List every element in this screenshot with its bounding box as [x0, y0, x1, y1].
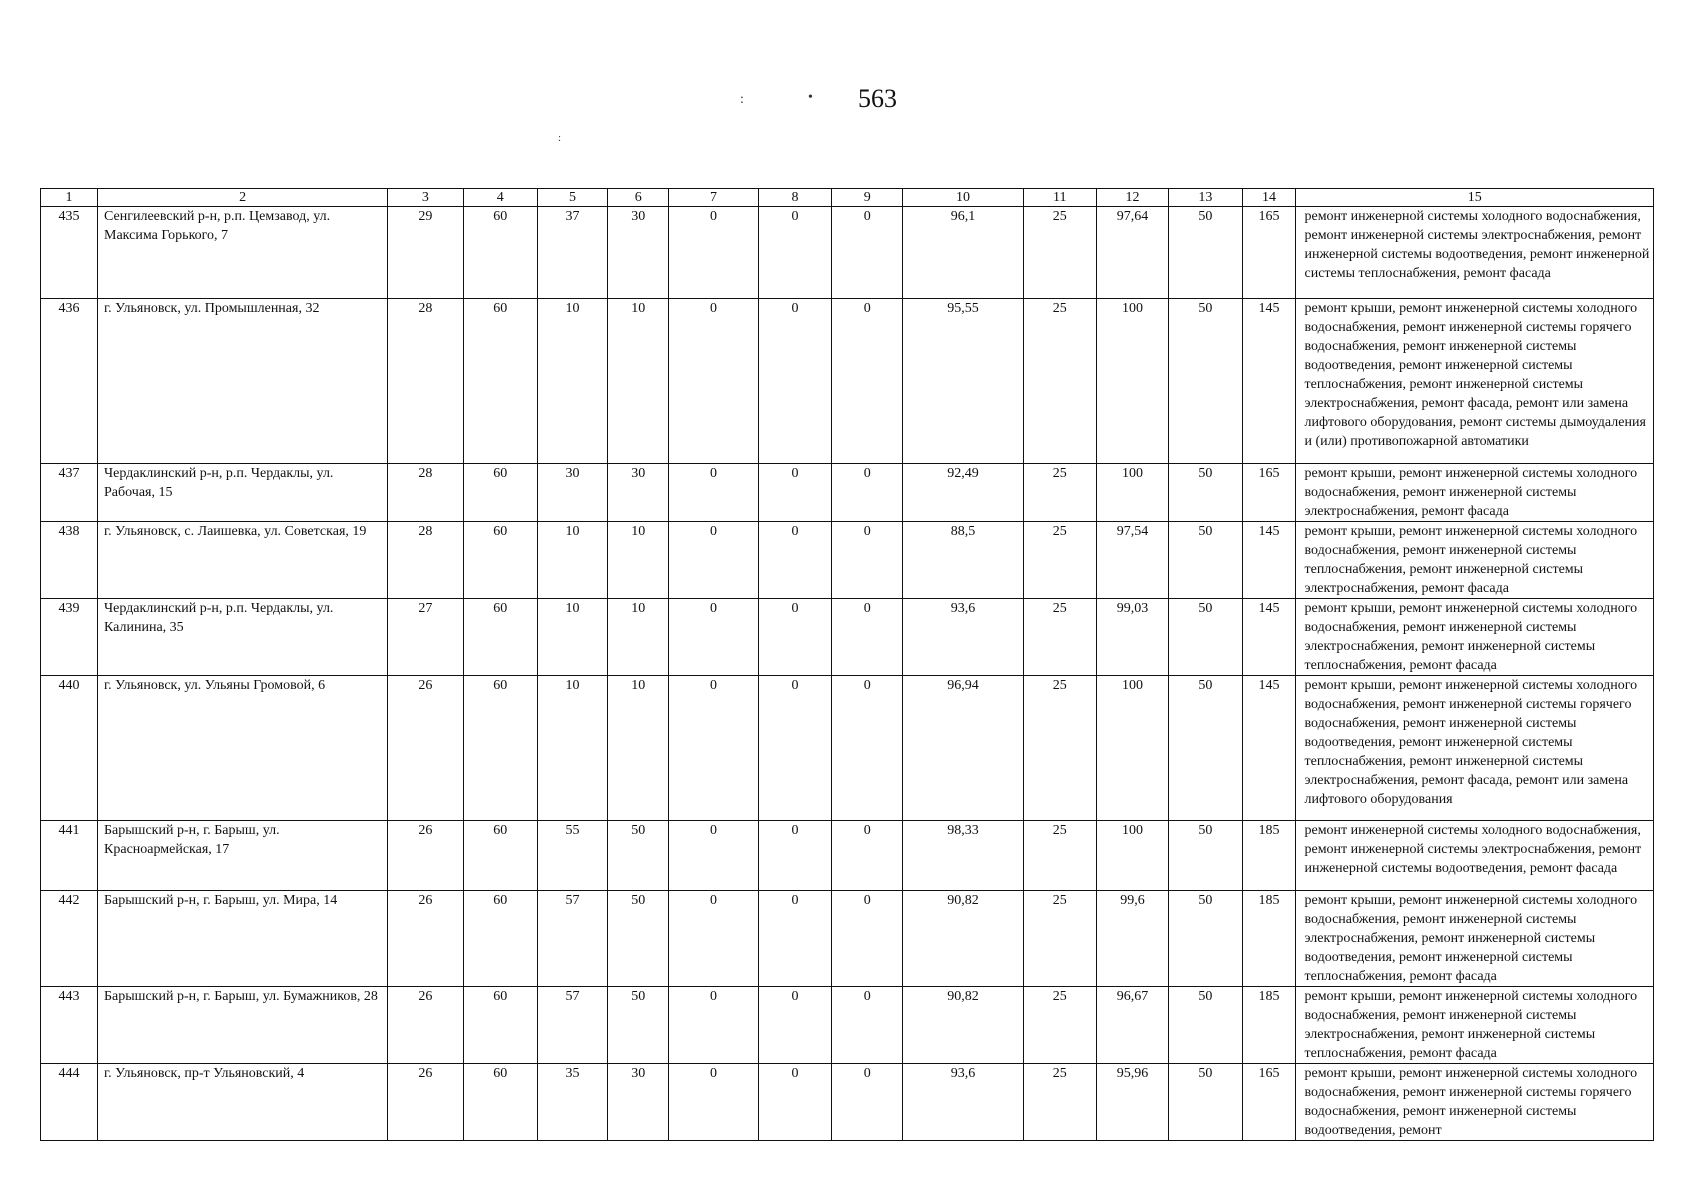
table-cell: 60 [463, 522, 537, 599]
table-cell: 95,55 [903, 299, 1023, 464]
works-cell: ремонт крыши, ремонт инженерной системы холодного водоснабжения, ремонт инженерной системы электроснабжения, ремонт инженерной системы водоотведения, ремонт инженерной системы теплоснабжения, ремонт фасада [1296, 891, 1654, 987]
table-cell: 25 [1023, 821, 1096, 891]
table-cell: 50 [1169, 891, 1242, 987]
table-cell: 0 [832, 207, 903, 299]
row-number: 439 [41, 599, 98, 676]
table-cell: 0 [758, 464, 831, 522]
table-cell: 25 [1023, 207, 1096, 299]
table-row [41, 522, 1654, 599]
table-row [41, 1064, 1654, 1141]
table-cell: 0 [832, 987, 903, 1064]
table-cell: 0 [669, 987, 759, 1064]
table-cell: 60 [463, 464, 537, 522]
table-cell: 90,82 [903, 987, 1023, 1064]
table-cell: 26 [388, 821, 463, 891]
table-cell: 50 [608, 891, 669, 987]
table-cell: 10 [537, 599, 607, 676]
table-cell: 30 [608, 464, 669, 522]
table-cell: 0 [669, 676, 759, 821]
table-cell: 185 [1242, 987, 1296, 1064]
table-cell: 60 [463, 207, 537, 299]
table-cell: 28 [388, 464, 463, 522]
column-header: 5 [537, 189, 607, 207]
table-cell: 96,67 [1096, 987, 1168, 1064]
table-cell: 57 [537, 987, 607, 1064]
table-cell: 60 [463, 821, 537, 891]
column-header: 6 [608, 189, 669, 207]
table-cell: 100 [1096, 299, 1168, 464]
table-cell: 50 [608, 821, 669, 891]
table-cell: 0 [832, 299, 903, 464]
table-cell: 0 [758, 891, 831, 987]
table-cell: 50 [1169, 299, 1242, 464]
row-number: 435 [41, 207, 98, 299]
address-cell: Барышский р-н, г. Барыш, ул. Бумажников, 28 [98, 987, 388, 1064]
page-number: 563 [858, 84, 897, 113]
table-cell: 10 [608, 522, 669, 599]
table-cell: 95,96 [1096, 1064, 1168, 1141]
table-cell: 145 [1242, 299, 1296, 464]
works-cell: ремонт крыши, ремонт инженерной системы холодного водоснабжения, ремонт инженерной системы горячего водоснабжения, ремонт инженерной системы водоотведения, ремонт [1296, 1064, 1654, 1141]
table-cell: 25 [1023, 1064, 1096, 1141]
table-cell: 29 [388, 207, 463, 299]
table-cell: 165 [1242, 464, 1296, 522]
table-cell: 90,82 [903, 891, 1023, 987]
table-cell: 0 [669, 522, 759, 599]
table-cell: 0 [758, 1064, 831, 1141]
table-cell: 10 [608, 676, 669, 821]
table-row [41, 891, 1654, 987]
table-cell: 25 [1023, 464, 1096, 522]
table-cell: 98,33 [903, 821, 1023, 891]
works-cell: ремонт крыши, ремонт инженерной системы холодного водоснабжения, ремонт инженерной системы электроснабжения, ремонт инженерной системы теплоснабжения, ремонт фасада [1296, 599, 1654, 676]
table-cell: 30 [608, 1064, 669, 1141]
column-header: 3 [388, 189, 463, 207]
row-number: 438 [41, 522, 98, 599]
table-cell: 0 [832, 891, 903, 987]
table-row [41, 676, 1654, 821]
table-cell: 26 [388, 676, 463, 821]
table-cell: 0 [669, 599, 759, 676]
column-header: 8 [758, 189, 831, 207]
table-cell: 93,6 [903, 1064, 1023, 1141]
works-cell: ремонт крыши, ремонт инженерной системы холодного водоснабжения, ремонт инженерной системы электроснабжения, ремонт инженерной системы теплоснабжения, ремонт фасада [1296, 987, 1654, 1064]
table-cell: 185 [1242, 891, 1296, 987]
table-cell: 93,6 [903, 599, 1023, 676]
address-cell: г. Ульяновск, ул. Промышленная, 32 [98, 299, 388, 464]
column-header: 11 [1023, 189, 1096, 207]
table-row [41, 464, 1654, 522]
table-cell: 0 [832, 599, 903, 676]
works-cell: ремонт крыши, ремонт инженерной системы холодного водоснабжения, ремонт инженерной системы теплоснабжения, ремонт инженерной системы электроснабжения, ремонт фасада [1296, 522, 1654, 599]
table-cell: 50 [608, 987, 669, 1064]
table-cell: 0 [669, 207, 759, 299]
table-cell: 145 [1242, 599, 1296, 676]
table-cell: 0 [758, 599, 831, 676]
table-cell: 27 [388, 599, 463, 676]
column-header: 4 [463, 189, 537, 207]
table-cell: 60 [463, 987, 537, 1064]
table-cell: 0 [832, 464, 903, 522]
table-cell: 30 [537, 464, 607, 522]
table-cell: 100 [1096, 821, 1168, 891]
column-header: 13 [1169, 189, 1242, 207]
table-cell: 28 [388, 299, 463, 464]
table-cell: 26 [388, 987, 463, 1064]
table-cell: 0 [832, 676, 903, 821]
table-cell: 96,94 [903, 676, 1023, 821]
table-cell: 60 [463, 676, 537, 821]
table-cell: 60 [463, 299, 537, 464]
table-cell: 92,49 [903, 464, 1023, 522]
table-cell: 0 [832, 821, 903, 891]
address-cell: Сенгилеевский р-н, р.п. Цемзавод, ул. Максима Горького, 7 [98, 207, 388, 299]
table-cell: 50 [1169, 599, 1242, 676]
table-cell: 100 [1096, 464, 1168, 522]
table-cell: 10 [537, 676, 607, 821]
table-cell: 50 [1169, 676, 1242, 821]
address-cell: Барышский р-н, г. Барыш, ул. Мира, 14 [98, 891, 388, 987]
table-cell: 0 [758, 299, 831, 464]
address-cell: г. Ульяновск, ул. Ульяны Громовой, 6 [98, 676, 388, 821]
table-cell: 145 [1242, 676, 1296, 821]
table-cell: 26 [388, 1064, 463, 1141]
table-cell: 185 [1242, 821, 1296, 891]
table-cell: 28 [388, 522, 463, 599]
column-header: 10 [903, 189, 1023, 207]
column-header: 14 [1242, 189, 1296, 207]
table-cell: 50 [1169, 464, 1242, 522]
address-cell: г. Ульяновск, с. Лаишевка, ул. Советская, 19 [98, 522, 388, 599]
row-number: 444 [41, 1064, 98, 1141]
table-cell: 0 [758, 522, 831, 599]
table-cell: 25 [1023, 676, 1096, 821]
table-cell: 0 [758, 676, 831, 821]
scan-mark: : [740, 92, 744, 107]
table-cell: 10 [537, 522, 607, 599]
table-cell: 25 [1023, 891, 1096, 987]
row-number: 443 [41, 987, 98, 1064]
column-header-row [41, 189, 1654, 207]
table-row [41, 821, 1654, 891]
column-header: 2 [98, 189, 388, 207]
table-cell: 60 [463, 599, 537, 676]
scan-mark: • [808, 90, 813, 105]
works-cell: ремонт крыши, ремонт инженерной системы холодного водоснабжения, ремонт инженерной системы горячего водоснабжения, ремонт инженерной системы водоотведения, ремонт инженерной системы теплоснабжения, ремонт инженерной системы электроснабжения, ремонт фасада, ремонт или замена лифтового оборудования [1296, 676, 1654, 821]
table-cell: 88,5 [903, 522, 1023, 599]
works-cell: ремонт инженерной системы холодного водоснабжения, ремонт инженерной системы электроснабжения, ремонт инженерной системы водоотведения, ремонт инженерной системы теплоснабжения, ремонт фасада [1296, 207, 1654, 299]
table-cell: 0 [669, 821, 759, 891]
table-cell: 0 [669, 1064, 759, 1141]
table-cell: 0 [669, 891, 759, 987]
table-cell: 50 [1169, 821, 1242, 891]
table-cell: 99,03 [1096, 599, 1168, 676]
address-cell: Чердаклинский р-н, р.п. Чердаклы, ул. Калинина, 35 [98, 599, 388, 676]
table-row [41, 299, 1654, 464]
column-header: 9 [832, 189, 903, 207]
table-cell: 10 [537, 299, 607, 464]
table-cell: 99,6 [1096, 891, 1168, 987]
table-cell: 25 [1023, 299, 1096, 464]
table-cell: 57 [537, 891, 607, 987]
table-row [41, 599, 1654, 676]
table-cell: 50 [1169, 987, 1242, 1064]
table-cell: 26 [388, 891, 463, 987]
table-cell: 165 [1242, 1064, 1296, 1141]
table-cell: 97,64 [1096, 207, 1168, 299]
works-cell: ремонт крыши, ремонт инженерной системы холодного водоснабжения, ремонт инженерной системы горячего водоснабжения, ремонт инженерной системы водоотведения, ремонт инженерной системы теплоснабжения, ремонт инженерной системы электроснабжения, ремонт фасада, ремонт или замена лифтового оборудования, ремонт системы дымоудаления и (или) противопожарной автоматики [1296, 299, 1654, 464]
table-cell: 37 [537, 207, 607, 299]
table-cell: 55 [537, 821, 607, 891]
row-number: 442 [41, 891, 98, 987]
table-row [41, 987, 1654, 1064]
table-cell: 97,54 [1096, 522, 1168, 599]
table-cell: 100 [1096, 676, 1168, 821]
table-cell: 10 [608, 299, 669, 464]
table-cell: 0 [669, 464, 759, 522]
table-cell: 0 [758, 987, 831, 1064]
column-header: 12 [1096, 189, 1168, 207]
works-cell: ремонт крыши, ремонт инженерной системы холодного водоснабжения, ремонт инженерной системы электроснабжения, ремонт фасада [1296, 464, 1654, 522]
table-cell: 0 [669, 299, 759, 464]
table-cell: 0 [758, 207, 831, 299]
table-cell: 25 [1023, 522, 1096, 599]
column-header: 7 [669, 189, 759, 207]
table-cell: 50 [1169, 207, 1242, 299]
table-cell: 165 [1242, 207, 1296, 299]
table-cell: 0 [832, 1064, 903, 1141]
table-cell: 35 [537, 1064, 607, 1141]
address-cell: г. Ульяновск, пр-т Ульяновский, 4 [98, 1064, 388, 1141]
address-cell: Барышский р-н, г. Барыш, ул. Красноармейская, 17 [98, 821, 388, 891]
table-cell: 50 [1169, 522, 1242, 599]
table-cell: 60 [463, 891, 537, 987]
row-number: 440 [41, 676, 98, 821]
column-header: 15 [1296, 189, 1654, 207]
address-cell: Чердаклинский р-н, р.п. Чердаклы, ул. Рабочая, 15 [98, 464, 388, 522]
table-cell: 30 [608, 207, 669, 299]
table-cell: 0 [832, 522, 903, 599]
table-cell: 60 [463, 1064, 537, 1141]
table-cell: 0 [758, 821, 831, 891]
row-number: 436 [41, 299, 98, 464]
table-row [41, 207, 1654, 299]
column-header: 1 [41, 189, 98, 207]
table-cell: 25 [1023, 987, 1096, 1064]
table-cell: 96,1 [903, 207, 1023, 299]
works-cell: ремонт инженерной системы холодного водоснабжения, ремонт инженерной системы электроснабжения, ремонт инженерной системы водоотведения, ремонт фасада [1296, 821, 1654, 891]
table-cell: 25 [1023, 599, 1096, 676]
table-cell: 50 [1169, 1064, 1242, 1141]
row-number: 437 [41, 464, 98, 522]
data-table [40, 188, 1654, 1141]
table-cell: 10 [608, 599, 669, 676]
row-number: 441 [41, 821, 98, 891]
scan-mark: : [558, 132, 562, 144]
table-cell: 145 [1242, 522, 1296, 599]
